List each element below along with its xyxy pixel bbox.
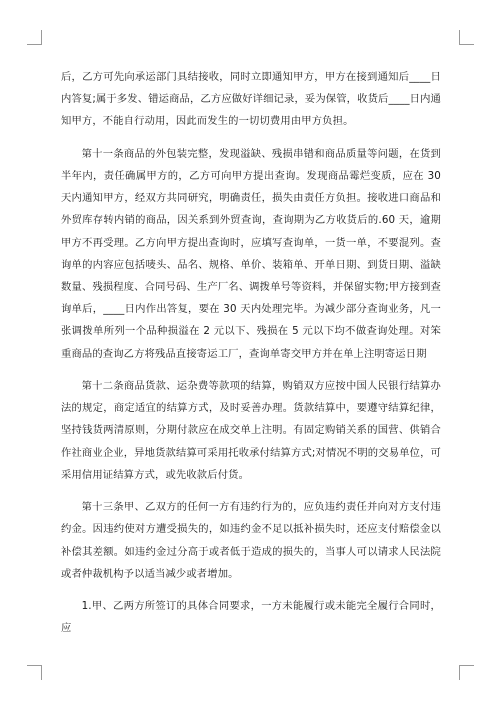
paragraph-clause-1: 1.甲、乙两方所签订的具体合同要求，一方未能履行或未能完全履行合同时，应 <box>61 600 441 635</box>
document-body <box>61 66 441 640</box>
paragraph-article-13: 第十三条甲、乙双方的任何一方有违约行为的，应负违约责任并向对方支付违约金。因违约使对方遭受损失的，如违约金不足以抵补损失时，还应支付赔偿金以补偿其差额。如违约金过分高于或者低于造成的损失的，当事人可以请求人民法院或者仲裁机构予以适当减少或者增加。 <box>61 501 441 580</box>
crop-mark-top-right <box>459 30 474 45</box>
crop-mark-bottom-left <box>27 665 42 680</box>
crop-mark-bottom-right <box>459 665 474 680</box>
paragraph-article-11: 第十一条商品的外包装完整，发现溢缺、残损串错和商品质量等问题，在货到半年内，责任确属甲方的，乙方可向甲方提出查询。发现商品霉烂变质，应在 30 天内通知甲方，经双方共同研究，明确责任，损失由责任方负担。接收进口商品和外贸库存转内销的商品，因关系到外贸查询，查询期为乙方收货后的.60 天，逾期甲方不再受理。乙方向甲方提出查询时，应填写查询单，一货一单，不要混列。查询单的内容应包括唛头、品名、规格、单价、装箱单、开单日期、到货日期、溢缺数量、残损程度、合同号码、生产厂名、调拨单号等资料，并保留实物;甲方接到查询单后，____日内作出答复，要在 30 天内处理完毕。为减少部分查询业务，凡一张调拨单所列一个品种损溢在 2 元以下、残损在 5 元以下均不做查询处理。对笨重商品的查询乙方将残品直接寄运工厂，查询单寄交甲方并在单上注明寄运日期 <box>61 147 441 360</box>
crop-mark-top-left <box>27 30 42 45</box>
paragraph-continued-receipt: 后，乙方可先向承运部门具结接收，同时立即通知甲方，甲方在接到通知后____日内答复;属于多发、错运商品，乙方应做好详细记录，妥为保管，收货后____日内通知甲方，不能自行动用，因此而发生的一切切费用由甲方负担。 <box>61 71 442 128</box>
paragraph-article-12: 第十二条商品货款、运杂费等款项的结算，购销双方应按中国人民银行结算办法的规定，商定适宜的结算方式，及时妥善办理。货款结算中，要遵守结算纪律，坚持钱货两清原则，分期付款应在成交单上注明。有固定购销关系的国营、供销合作社商业企业，异地货款结算可采用托收承付结算方式;对情况不明的交易单位，可采用信用证结算方式，或先收款后付货。 <box>61 380 441 481</box>
